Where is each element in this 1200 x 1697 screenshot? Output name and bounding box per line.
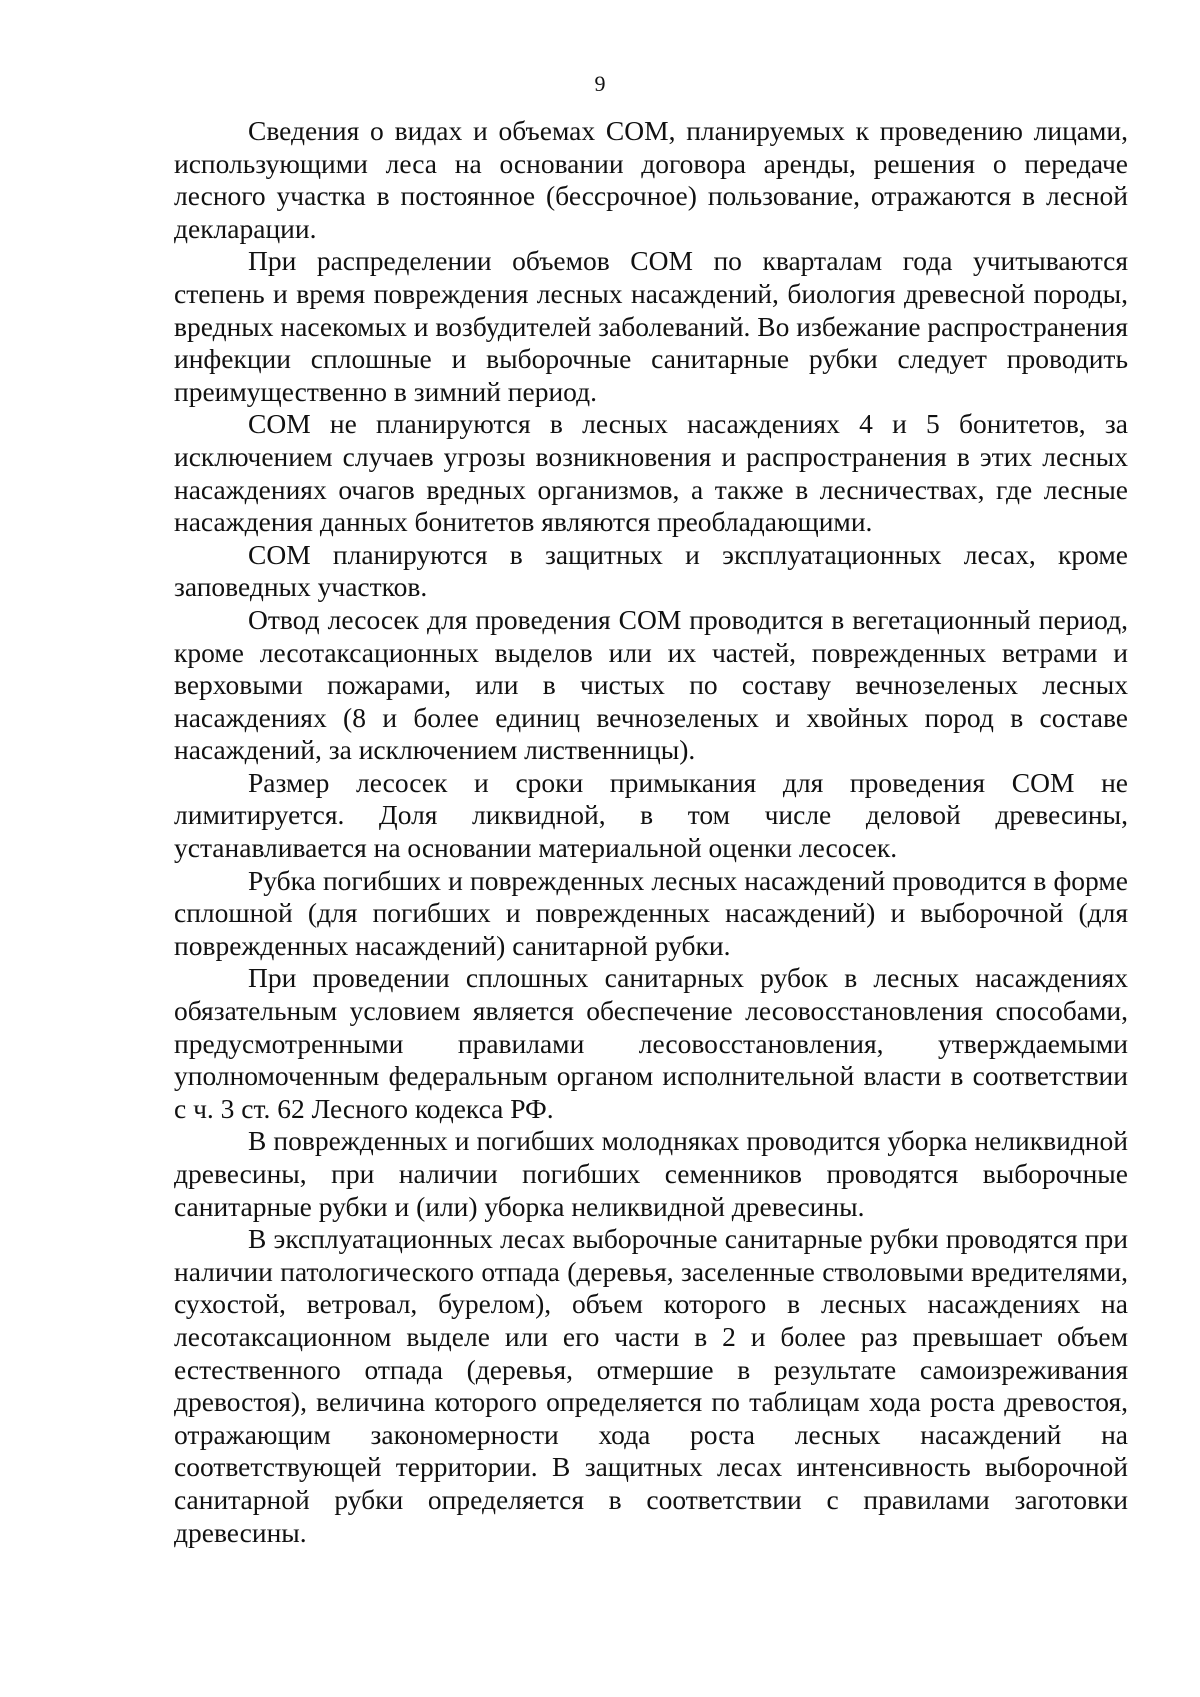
paragraph: При распределении объемов СОМ по кварталам года учитываются степень и время повреждения лесных насаждений, биология древесной породы, вредных насекомых и возбудителей заболеваний. Во избежание распространения инфекции сплошные и выборочные санитарные рубки следует проводить преимущественно в зимний период. [174, 245, 1128, 407]
paragraph: При проведении сплошных санитарных рубок в лесных насаждениях обязательным условием является обеспечение лесовосстановления способами, предусмотренными правилами лесовосстановления, утверждаемыми уполномоченным федеральным органом исполнительной власти в соответствии с ч. 3 ст. 62 Лесного кодекса РФ. [174, 962, 1128, 1124]
paragraph: Сведения о видах и объемах СОМ, планируемых к проведению лицами, использующими леса на основании договора аренды, решения о передаче лесного участка в постоянное (бессрочное) пользование, отражаются в лесной декларации. [174, 115, 1128, 244]
paragraph: СОМ не планируются в лесных насаждениях 4 и 5 бонитетов, за исключением случаев угрозы возникновения и распространения в этих лесных насаждениях очагов вредных организмов, а также в лесничествах, где лесные насаждения данных бонитетов являются преобладающими. [174, 408, 1128, 538]
paragraph: Размер лесосек и сроки примыкания для проведения СОМ не лимитируется. Доля ликвидной, в том числе деловой древесины, устанавливается на основании материальной оценки лесосек. [174, 766, 1128, 864]
paragraph: В поврежденных и погибших молодняках проводится уборка неликвидной древесины, при наличии погибших семенников проводятся выборочные санитарные рубки и (или) уборка неликвидной древесины. [174, 1125, 1128, 1222]
paragraph: Отвод лесосек для проведения СОМ проводится в вегетационный период, кроме лесотаксационных выделов или их частей, поврежденных ветрами и верховыми пожарами, или в чистых по составу вечнозеленых лесных насаждениях (8 и более единиц вечнозеленых и хвойных пород в составе насаждений, за исключением лиственницы). [174, 603, 1128, 766]
paragraph: В эксплуатационных лесах выборочные санитарные рубки проводятся при наличии патологического отпада (деревья, заселенные стволовыми вредителями, сухостой, ветровал, бурелом), объем которого в лесных насаждениях на лесотаксационном выделе или его части в 2 и более раз превышает объем естественного отпада (деревья, отмершие в результате самоизреживания древостоя), величина которого определяется по таблицам хода роста древостоя, отражающим закономерности хода роста лесных насаждений на соответствующей территории. В защитных лесах интенсивность выборочной санитарной рубки определяется в соответствии с правилами заготовки древесины. [174, 1223, 1128, 1548]
body-text [174, 115, 1128, 1549]
page-number: 9 [594, 71, 606, 96]
paragraph: СОМ планируются в защитных и эксплуатационных лесах, кроме заповедных участков. [174, 538, 1128, 603]
paragraph: Рубка погибших и поврежденных лесных насаждений проводится в форме сплошной (для погибших и поврежденных насаждений) и выборочной (для поврежденных насаждений) санитарной рубки. [174, 864, 1128, 961]
